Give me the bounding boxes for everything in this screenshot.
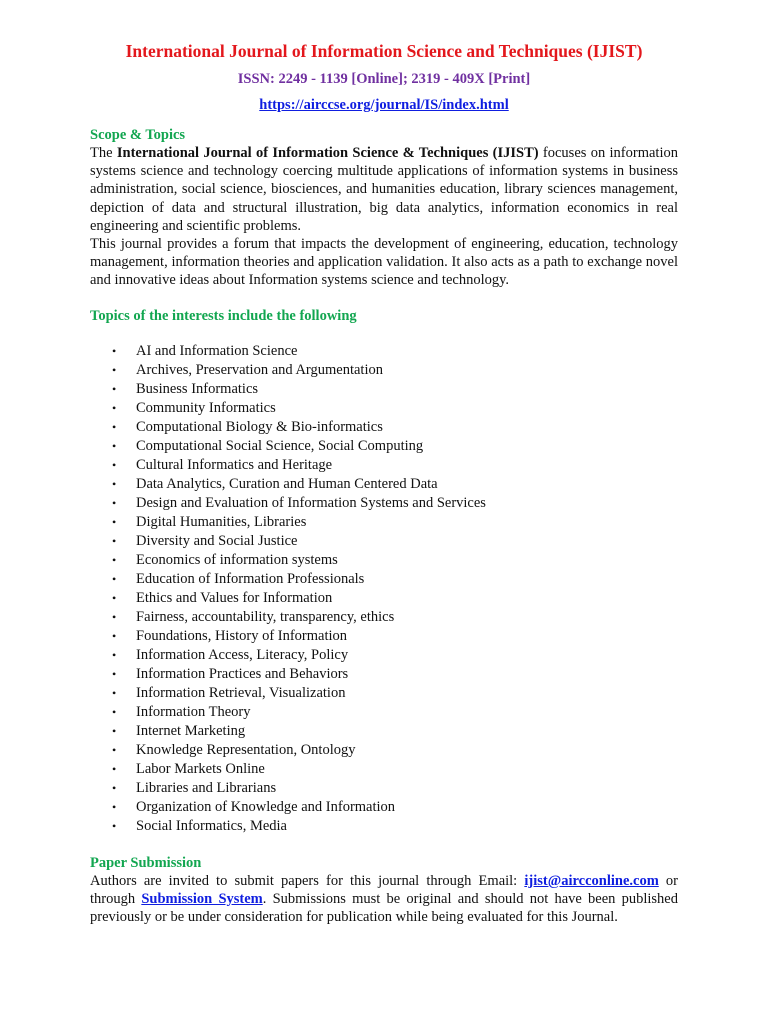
bullet-icon: • [112, 343, 117, 358]
journal-url-line [90, 96, 678, 114]
topic-item [112, 532, 678, 551]
topic-item [112, 513, 678, 532]
bullet-icon: • [112, 704, 117, 719]
topic-label: Fairness, accountability, transparency, ethics [136, 608, 395, 625]
bullet-icon: • [112, 552, 117, 567]
topic-item [112, 551, 678, 570]
topic-label: AI and Information Science [136, 342, 298, 359]
topic-label: Social Informatics, Media [136, 817, 287, 834]
topic-item [112, 380, 678, 399]
bullet-icon: • [112, 780, 117, 795]
topic-item [112, 361, 678, 380]
bullet-icon: • [112, 590, 117, 605]
topic-item [112, 722, 678, 741]
topic-label: Information Theory [136, 703, 251, 720]
bullet-icon: • [112, 362, 117, 377]
topic-item [112, 399, 678, 418]
topic-item [112, 570, 678, 589]
topic-item [112, 494, 678, 513]
topic-label: Information Access, Literacy, Policy [136, 646, 349, 663]
topic-item [112, 437, 678, 456]
topic-label: Information Retrieval, Visualization [136, 684, 346, 701]
topic-label: Archives, Preservation and Argumentation [136, 361, 383, 378]
topics-list [90, 342, 678, 836]
scope-paragraph-1-prefix: The [90, 145, 117, 161]
bullet-icon: • [112, 818, 117, 833]
bullet-icon: • [112, 799, 117, 814]
topic-item [112, 475, 678, 494]
topic-item [112, 817, 678, 836]
bullet-icon: • [112, 742, 117, 757]
bullet-icon: • [112, 628, 117, 643]
submission-heading: Paper Submission [90, 854, 202, 871]
bullet-icon: • [112, 495, 117, 510]
topic-label: Education of Information Professionals [136, 570, 365, 587]
topic-item [112, 646, 678, 665]
submission-text-1: Authors are invited to submit papers for this journal through Email: [90, 872, 525, 889]
topic-label: Internet Marketing [136, 722, 246, 739]
journal-title: International Journal of Information Science and Techniques (IJIST) [125, 41, 643, 61]
submission-text-2: or through [90, 872, 678, 907]
scope-heading: Scope & Topics [90, 127, 186, 143]
topic-item [112, 456, 678, 475]
scope-journal-name: International Journal of Information Science & Techniques (IJIST) [116, 145, 539, 161]
topic-label: Foundations, History of Information [136, 627, 348, 644]
submission-system-link[interactable]: Submission System [141, 890, 263, 907]
topics-heading: Topics of the interests include the following [90, 307, 357, 324]
topic-item [112, 627, 678, 646]
topic-item [112, 418, 678, 437]
topic-item [112, 703, 678, 722]
topic-label: Computational Social Science, Social Computing [136, 437, 424, 454]
bullet-icon: • [112, 438, 117, 453]
bullet-icon: • [112, 666, 117, 681]
topic-label: Diversity and Social Justice [136, 532, 298, 549]
topic-label: Business Informatics [136, 380, 259, 397]
bullet-icon: • [112, 647, 117, 662]
issn-line: ISSN: 2249 - 1139 [Online]; 2319 - 409X [Print] [237, 71, 531, 87]
topic-item [112, 665, 678, 684]
topic-item [112, 684, 678, 703]
bullet-icon: • [112, 609, 117, 624]
bullet-icon: • [112, 381, 117, 396]
scope-paragraph-1 [90, 144, 678, 235]
topic-item [112, 798, 678, 817]
topic-item [112, 342, 678, 361]
topic-label: Cultural Informatics and Heritage [136, 456, 333, 473]
topic-label: Digital Humanities, Libraries [136, 513, 307, 530]
scope-paragraph-1-rest: focuses on information systems science and technology coercing multitude applications of information systems in business administration, social science, biosciences, and humanities education, library sciences management, depiction of data and structural illustration, big data analytics, information economics in real engineering and scientific problems. [90, 145, 678, 234]
journal-url-link[interactable]: https://airccse.org/journal/IS/index.html [259, 97, 509, 113]
bullet-icon: • [112, 533, 117, 548]
topic-item [112, 760, 678, 779]
topic-label: Information Practices and Behaviors [136, 665, 349, 682]
topic-label: Ethics and Values for Information [136, 589, 333, 606]
topic-item [112, 589, 678, 608]
bullet-icon: • [112, 457, 117, 472]
submission-paragraph [90, 872, 678, 927]
topic-item [112, 779, 678, 798]
bullet-icon: • [112, 761, 117, 776]
topic-label: Knowledge Representation, Ontology [136, 741, 356, 758]
bullet-icon: • [112, 419, 117, 434]
bullet-icon: • [112, 685, 117, 700]
topic-label: Computational Biology & Bio-informatics [136, 418, 383, 435]
topic-label: Data Analytics, Curation and Human Centered Data [136, 475, 438, 492]
submission-email-link[interactable]: ijist@aircconline.com [524, 872, 659, 889]
submission-text-3: . Submissions must be original and should not have been published previously or be under consideration for publication while being evaluated for this Journal. [90, 890, 678, 926]
scope-paragraph-2: This journal provides a forum that impacts the development of engineering, education, technology management, information theories and application validation. It also acts as a path to exchange novel and innovative ideas about Information systems science and technology. [90, 236, 678, 289]
bullet-icon: • [112, 723, 117, 738]
topic-label: Libraries and Librarians [136, 779, 277, 796]
topic-label: Organization of Knowledge and Information [136, 798, 396, 815]
topic-item [112, 608, 678, 627]
topic-label: Design and Evaluation of Information Systems and Services [136, 494, 486, 511]
topic-label: Economics of information systems [136, 551, 338, 568]
topic-label: Labor Markets Online [136, 760, 265, 777]
topic-label: Community Informatics [136, 399, 276, 416]
bullet-icon: • [112, 571, 117, 586]
bullet-icon: • [112, 476, 117, 491]
topic-item [112, 741, 678, 760]
bullet-icon: • [112, 514, 117, 529]
bullet-icon: • [112, 400, 117, 415]
